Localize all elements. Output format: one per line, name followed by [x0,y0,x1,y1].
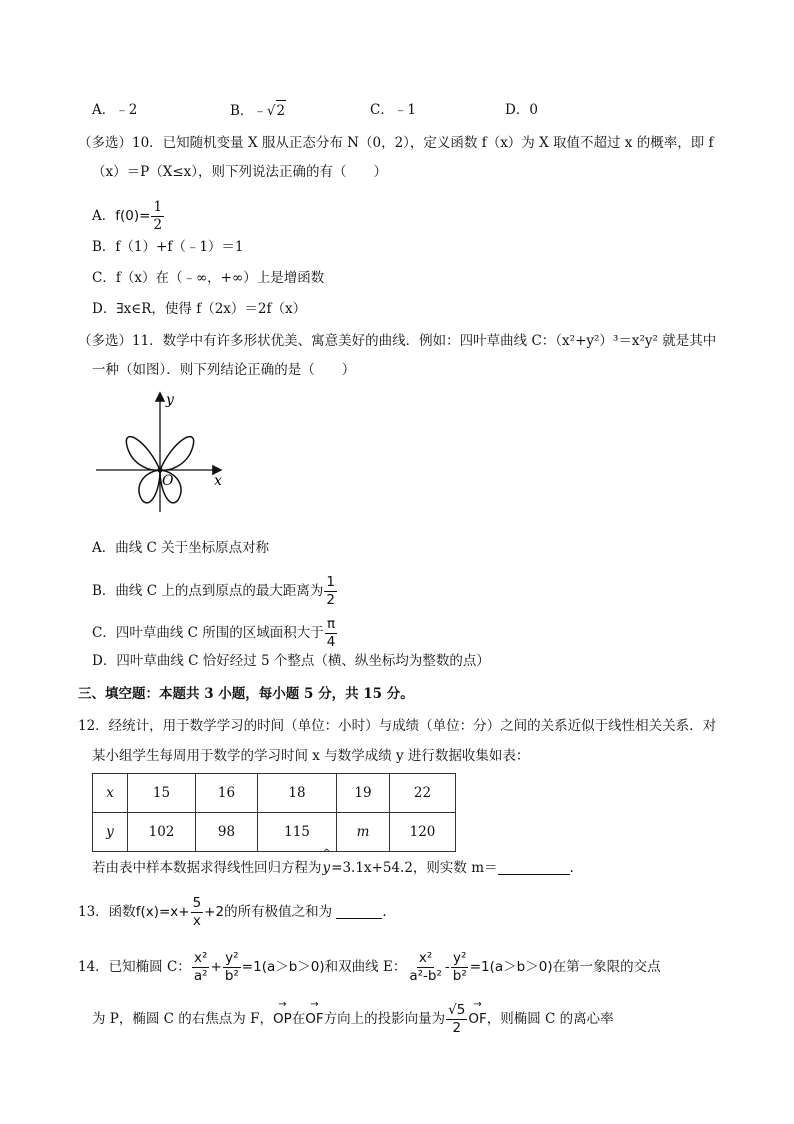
vector-of: → OF [305,999,324,1027]
origin-point [157,467,162,472]
table-cell: 19 [337,774,390,813]
q9-option-d: D．0 [505,102,538,118]
fraction-one-half-b: $\frac{1}{2}$ [326,574,335,608]
table-cell: m [337,813,390,852]
table-cell: 18 [258,774,337,813]
fraction-x2-over-a2: $\frac{\text{x²}}{\text{a²}}$ [193,950,208,984]
sqrt-2: 2 [276,100,287,121]
q12-line1: 12．经统计，用于数学学习的时间（单位：小时）与成绩（单位：分）之间的关系近似于线性相关关系．对 [78,718,717,734]
q13-line: 13．函数f(x)=x+ $\frac{5}{x}$ +2的所有极值之和为 . [78,895,387,929]
fraction-sqrt5-over-2: $\frac{√5}{2}$ [448,1002,466,1036]
q10-option-b: B．f（1）+f（﹣1）＝1 [92,239,244,255]
origin-label: O [162,473,174,489]
q11-option-b: B．曲线 C 上的点到原点的最大距离为 $\frac{1}{2}$ [92,574,335,608]
table-cell: 22 [390,774,456,813]
y-axis-label: y [166,392,174,408]
fraction-y2-over-b2: $\frac{\text{y²}}{\text{b²}}$ [224,950,239,984]
q10-stem-line2: （x）＝P（X≤x），则下列说法正确的有（ ） [92,164,387,180]
q14-line2: 为 P，椭圆 C 的右焦点为 F， → OP在 → OF方向上的投影向量为 $\frac{√5}{2}$ → OF，则椭圆 C 的离心率 [92,999,614,1036]
q10-option-a: A．f(0)= $\frac{1}{2}$ [92,199,163,233]
table-cell: 15 [128,774,196,813]
vector-of-projection: → OF [468,999,487,1027]
table-cell: 120 [390,813,456,852]
table-cell: 115 [258,813,337,852]
table-cell: 98 [196,813,258,852]
fraction-one-half: $\frac{1}{2}$ [153,199,163,233]
q11-stem-line2: 一种（如图）．则下列结论正确的是（ ） [92,362,356,378]
fraction-5-over-x: $\frac{5}{x}$ [192,895,202,929]
q11-option-d: D．四叶草曲线 C 恰好经过 5 个整点（横、纵坐标均为整数的点） [92,653,490,669]
leaf-upper-right [160,437,194,471]
four-leaf-clover-figure [92,388,232,518]
q11-stem-line1: （多选）11．数学中有许多形状优美、寓意美好的曲线．例如：四叶草曲线 C：（x²+y²）³＝x²y² 就是其中 [78,333,717,349]
x-axis-label: x [214,473,222,489]
table-row-y [93,813,456,852]
section3-heading: 三、填空题：本题共 3 小题，每小题 5 分，共 15 分。 [78,686,414,702]
table-cell: 102 [128,813,196,852]
answer-blank-q13 [336,918,382,919]
q9-option-c: C．﹣1 [370,102,416,118]
table-cell: 16 [196,774,258,813]
table-cell: y [93,813,128,852]
vector-op: → OP [272,999,292,1027]
q14-line1: 14．已知椭圆 C： $\frac{\text{x²}}{\text{a²}}$ + $\frac{\text{y²}}{\text{b²}}$ =1(a＞b＞0)和双曲线 E： $\frac{\text{x²}}{\text{a²-b²}}$ - $\frac{\text{y²}}{\text{b²}}$ =1(a＞b＞0)在第一象限的交点 [78,950,661,984]
fraction-x2-over-a2-b2: $\frac{\text{x²}}{\text{a²-b²}}$ [409,950,442,984]
fraction-y2-over-b2-hyper: $\frac{\text{y²}}{\text{b²}}$ [452,950,467,984]
fraction-pi-over-4: $\frac{\pi}{4}$ [326,616,336,650]
y-hat: ^ y [322,848,331,876]
q9-option-a: A．﹣2 [92,102,138,118]
answer-blank-q12 [498,874,570,875]
q10-option-c: C．f（x）在（﹣∞，+∞）上是增函数 [92,270,325,286]
q11-option-a: A．曲线 C 关于坐标原点对称 [92,540,270,556]
q10-option-d: D．∃x∈R，使得 f（2x）＝2f（x） [92,301,307,317]
data-table [92,773,456,852]
q12-regression-line: 若由表中样本数据求得线性回归方程为 ^ y=3.1x+54.2，则实数 m＝ . [92,848,574,876]
q12-line2: 某小组学生每周用于数学的学习时间 x 与数学成绩 y 进行数据收集如表： [92,748,530,764]
leaf-upper-left [126,437,160,471]
q9-option-b: B．﹣√2 [230,100,286,121]
q10-stem-line1: （多选）10．已知随机变量 X 服从正态分布 N（0，2），定义函数 f（x）为 X 取值不超过 x 的概率，即 f [78,135,714,151]
leaf-lower-left [139,470,160,503]
q11-option-c: C．四叶草曲线 C 所围的区域面积大于 $\frac{\pi}{4}$ [92,616,336,650]
table-row-x [93,774,456,813]
table-cell: x [93,774,128,813]
